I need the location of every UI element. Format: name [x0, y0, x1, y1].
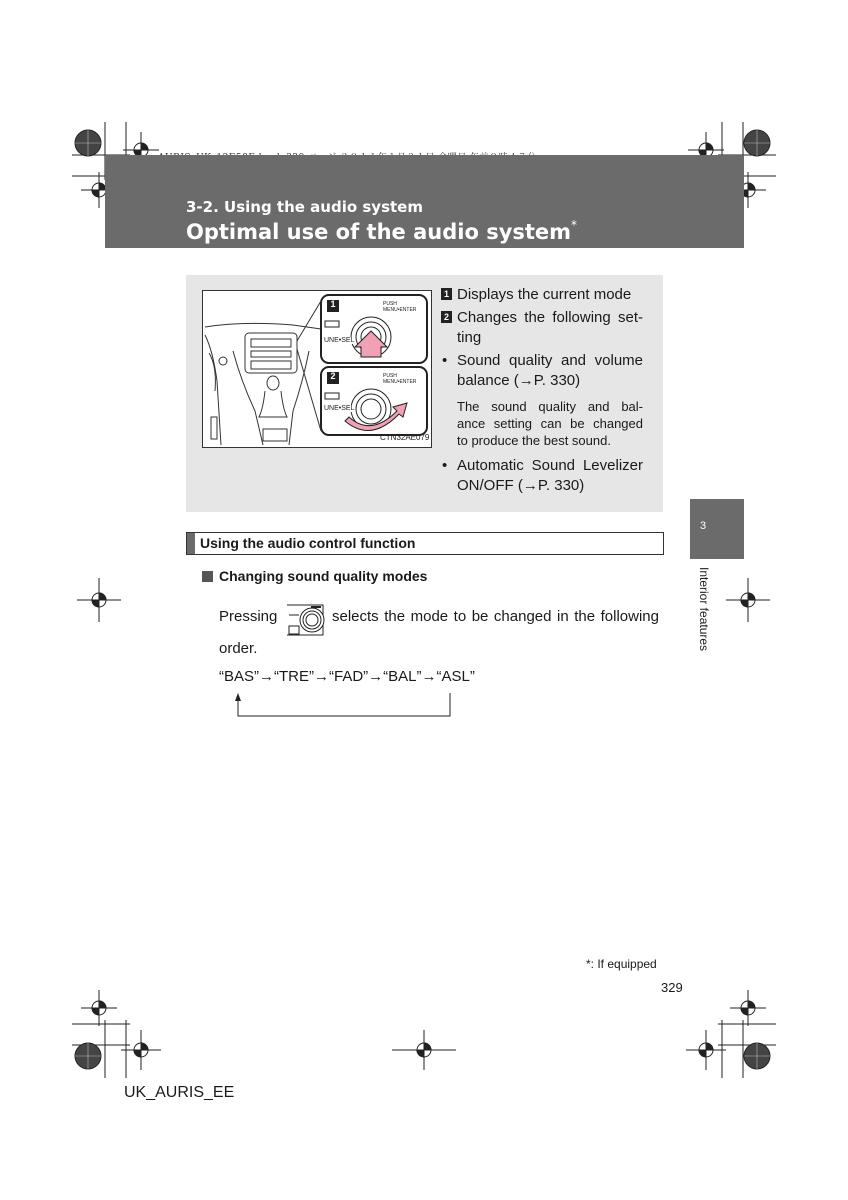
num-box-1: 1 — [441, 288, 452, 300]
knob-label-top-1: PUSH MENU•ENTER — [383, 301, 417, 313]
subheading-box — [186, 532, 664, 555]
body-heading-text: Changing sound quality modes — [219, 568, 428, 584]
bullet-2-line2: ON/OFF (→P. 330) — [457, 477, 585, 494]
mode-sequence: “BAS”→“TRE”→“FAD”→“BAL”→“ASL” — [219, 668, 475, 685]
subheading-text: Using the audio control function — [200, 535, 416, 551]
desc-item-1-text: Displays the current mode — [457, 286, 632, 303]
chapter-tab — [690, 499, 744, 559]
dashboard-illustration — [202, 290, 432, 448]
sentence-end: order. — [219, 640, 258, 657]
note-line2: ance setting can be changed — [457, 416, 643, 431]
dashboard-drawing — [203, 291, 431, 447]
knob-button-icon — [283, 603, 327, 637]
knob-label-side-1: UNE•SEL — [324, 337, 355, 344]
loop-arrow-icon — [232, 693, 454, 719]
bullet-2-line1: Automatic Sound Levelizer — [457, 457, 643, 474]
bullet-1-line1: Sound quality and volume — [457, 352, 643, 369]
desc-item-1 — [441, 285, 643, 305]
knob-label-top-2: PUSH MENU•ENTER — [383, 373, 417, 385]
bullet-2-mark: • — [442, 457, 448, 474]
desc-item-2-line2: ting — [457, 329, 482, 346]
section-label: 3-2. Using the audio system — [186, 198, 423, 216]
footer-code: UK_AURIS_EE — [124, 1084, 235, 1101]
knob-label-side-2: UNE•SEL — [324, 405, 355, 412]
square-bullet-icon — [202, 571, 213, 582]
page-title-text: Optimal use of the audio system — [186, 220, 572, 244]
bullet-1-mark: • — [442, 352, 448, 369]
page-title — [186, 218, 577, 244]
footnote: *: If equipped — [586, 957, 657, 971]
subheading-accent — [187, 533, 195, 554]
description-list — [441, 285, 643, 496]
bullet-1 — [441, 351, 643, 391]
page-number: 329 — [661, 980, 683, 995]
figure-code: CTN32AE079 — [380, 433, 430, 442]
num-box-2: 2 — [441, 311, 452, 323]
note-line3: to produce the best sound. — [457, 433, 611, 448]
if-equipped-mark: * — [571, 218, 578, 232]
callout-1: 1 — [330, 299, 336, 309]
bullet-1-line2: balance (→P. 330) — [457, 372, 581, 389]
pressing-word: Pressing — [219, 608, 278, 625]
chapter-label: Interior features — [697, 567, 711, 652]
chapter-number: 3 — [700, 520, 707, 532]
desc-item-2-line1: Changes the following set- — [457, 309, 643, 326]
callout-2: 2 — [330, 371, 336, 381]
bullet-2 — [441, 456, 643, 496]
sentence-rest: selects the mode to be changed in the following — [332, 608, 659, 625]
note-line1: The sound quality and bal- — [457, 399, 643, 414]
body-heading — [202, 568, 427, 584]
desc-item-2 — [441, 308, 643, 348]
note — [441, 398, 643, 449]
